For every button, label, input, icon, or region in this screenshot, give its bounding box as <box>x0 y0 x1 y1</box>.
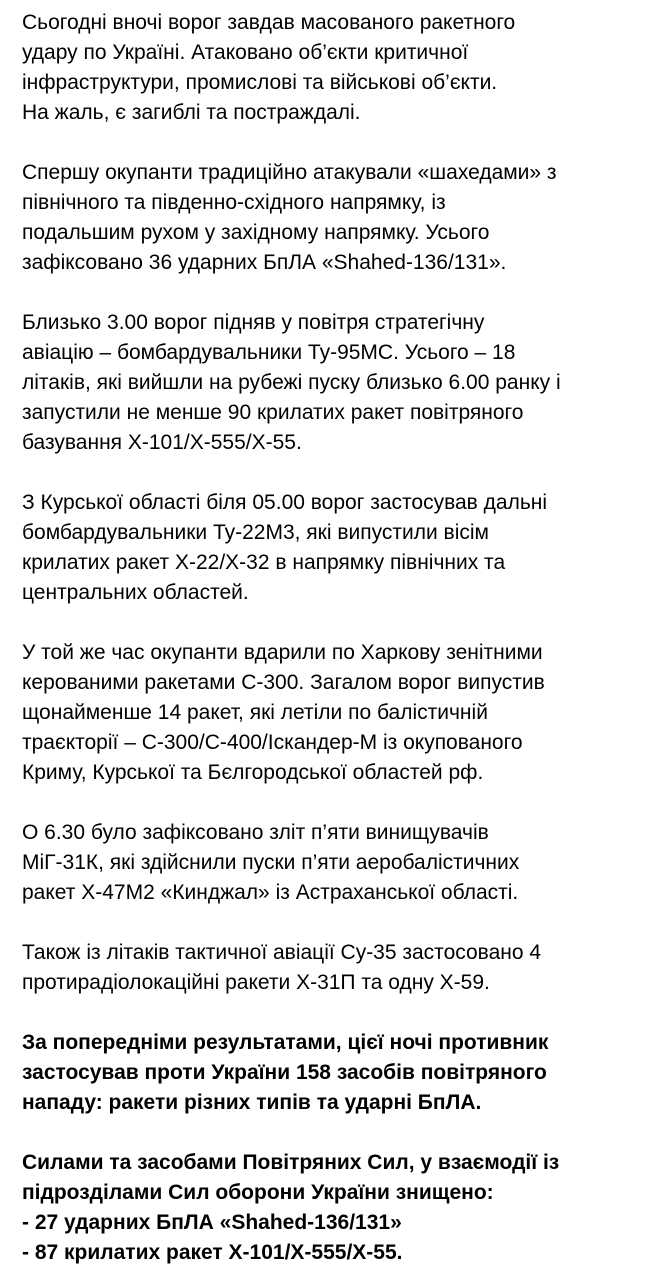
text-line: ракет Х-47М2 «Кинджал» із Астраханської області. <box>22 881 519 904</box>
text-line: МіГ-31К, які здійснили пуски п’яти аеробалістичних <box>22 851 520 874</box>
text-line: траєкторії – С-300/С-400/Іскандер-М із окупованого <box>22 731 523 754</box>
paragraph-preliminary-results <box>22 1028 634 1118</box>
text-line: базування Х-101/Х-555/Х-55. <box>22 431 302 454</box>
text-line: крилатих ракет Х-22/Х-32 в напрямку північних та <box>22 551 506 574</box>
text-line: нападу: ракети різних типів та ударні БпЛА. <box>22 1091 482 1114</box>
text-line: керованими ракетами С-300. Загалом ворог випустив <box>22 671 545 694</box>
text-line: центральних областей. <box>22 581 249 604</box>
paragraph-kharkiv-s300 <box>22 638 634 788</box>
text-line: інфраструктури, промислові та військові об’єкти. <box>22 71 498 94</box>
text-line: північного та південно-східного напрямку, із <box>22 191 446 214</box>
text-line: Спершу окупанти традиційно атакували «шахедами» з <box>22 161 557 184</box>
text-line: О 6.30 було зафіксовано зліт п’яти винищувачів <box>22 821 489 844</box>
text-line: На жаль, є загиблі та постраждалі. <box>22 101 361 124</box>
text-line: Також із літаків тактичної авіації Су-35 застосовано 4 <box>22 941 542 964</box>
paragraph-long-range-bombers <box>22 488 634 608</box>
list-item: - 27 ударних БпЛА «Shahed-136/131» <box>22 1211 402 1234</box>
text-line: У той же час окупанти вдарили по Харкову зенітними <box>22 641 543 664</box>
text-line: Сьогодні вночі ворог завдав масованого ракетного <box>22 11 516 34</box>
text-line: удару по Україні. Атаковано об’єкти критичної <box>22 41 469 64</box>
text-line: З Курської області біля 05.00 ворог застосував дальні <box>22 491 548 514</box>
paragraph-tactical-aviation <box>22 938 634 998</box>
text-line: авіацію – бомбардувальники Ту-95МС. Усього – 18 <box>22 341 516 364</box>
text-line: щонайменше 14 ракет, які летіли по балістичній <box>22 701 488 724</box>
text-line: За попередніми результатами, цієї ночі противник <box>22 1031 549 1054</box>
text-line: бомбардувальники Ту-22М3, які випустили вісім <box>22 521 489 544</box>
paragraph-attack-summary <box>22 8 634 128</box>
text-line: застосував проти України 158 засобів повітряного <box>22 1061 547 1084</box>
paragraph-shahed-drones <box>22 158 634 278</box>
list-item: - 87 крилатих ракет Х-101/Х-555/Х-55. <box>22 1241 403 1264</box>
text-line: запустили не менше 90 крилатих ракет повітряного <box>22 401 524 424</box>
text-line: підрозділами Сил оборони України знищено: <box>22 1181 494 1204</box>
paragraph-strategic-aviation <box>22 308 634 458</box>
text-line: Силами та засобами Повітряних Сил, у взаємодії із <box>22 1151 560 1174</box>
text-line: подальшим рухом у західному напрямку. Усього <box>22 221 490 244</box>
paragraph-kinzhal <box>22 818 634 908</box>
text-line: Криму, Курської та Бєлгородської областей рф. <box>22 761 484 784</box>
text-line: літаків, які вийшли на рубежі пуску близько 6.00 ранку і <box>22 371 561 394</box>
text-line: зафіксовано 36 ударних БпЛА «Shahed-136/131». <box>22 251 507 274</box>
text-line: протирадіолокаційні ракети Х-31П та одну Х-59. <box>22 971 490 994</box>
text-line: Близько 3.00 ворог підняв у повітря стратегічну <box>22 311 485 334</box>
paragraph-destroyed-list <box>22 1148 634 1268</box>
